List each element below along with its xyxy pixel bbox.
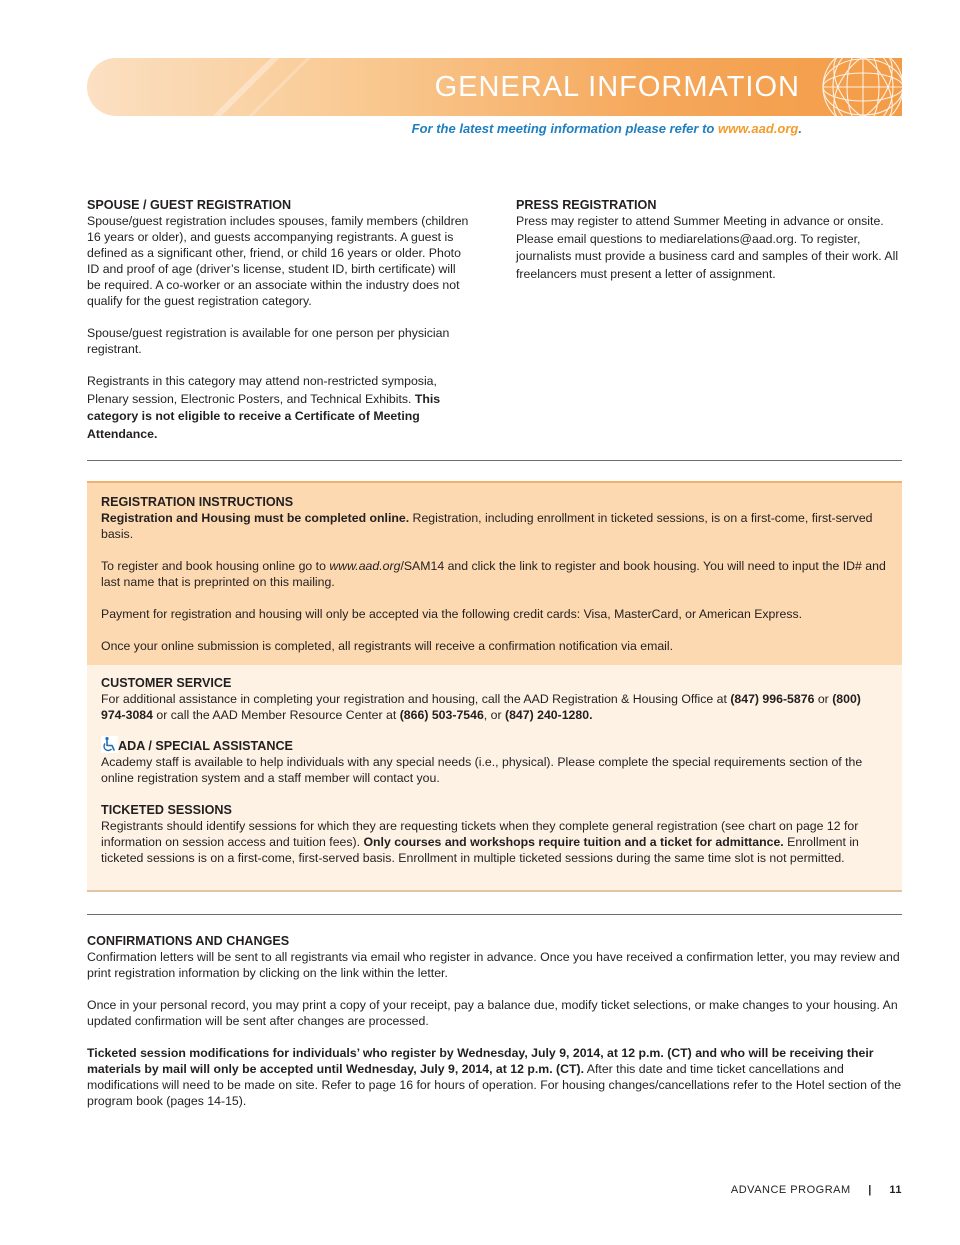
- section-heading: CUSTOMER SERVICE: [101, 676, 232, 690]
- phone-number: (847) 996-5876: [730, 692, 815, 706]
- section-heading: TICKETED SESSIONS: [101, 803, 232, 817]
- paragraph: Once your online submission is completed, all registrants will receive a confirmation notification via email.: [101, 639, 674, 653]
- subtitle: [0, 121, 802, 136]
- bold-text: Ticketed session modifications for individuals’ who register by Wednesday, July 9, 2014, at 12 p.m. (CT) and who will be receiving their materials by mail will only be accepted until Wednesday, July 9, 2014, at 12 p.m. (CT).: [87, 1046, 874, 1076]
- text: or call the AAD Member Resource Center at: [152, 708, 400, 722]
- header-banner: [87, 58, 902, 116]
- spouse-section: [87, 197, 472, 443]
- paragraph: [87, 373, 472, 443]
- text: Registrants in this category may attend non-restricted symposia, Plenary session, Electronic Posters, and Technical Exhibits.: [87, 374, 437, 406]
- text: /SAM14 and click the link to register and book housing. You will need to input the ID# and last name that is preprinted on this mailing.: [101, 559, 886, 589]
- globe-icon: [820, 44, 906, 130]
- paragraph: Once in your personal record, you may print a copy of your receipt, pay a balance due, modify ticket selections, or make changes to your housing. An updated confirmation will be sent after changes are processed.: [87, 998, 898, 1028]
- bold-text: Only courses and workshops require tuition and a ticket for admittance.: [363, 835, 784, 849]
- text: or: [814, 692, 833, 706]
- bold-text: This category is not eligible to receive a Certificate of Meeting Attendance.: [87, 391, 441, 441]
- section-heading: REGISTRATION INSTRUCTIONS: [101, 495, 294, 509]
- section-heading: ADA / SPECIAL ASSISTANCE: [118, 739, 293, 753]
- divider: [87, 914, 902, 915]
- phone-number: (847) 240-1280.: [504, 708, 593, 722]
- page-number: 11: [889, 1184, 902, 1196]
- section-heading: PRESS REGISTRATION: [516, 198, 657, 212]
- paragraph: Spouse/guest registration is available for one person per physician registrant.: [87, 326, 450, 356]
- text: After this date and time ticket cancellations and modifications will need to be made on site. Refer to page 16 for hours of operation. For housing changes/cancellations refer to the Hotel section of the program book (pages 14-15).: [87, 1062, 902, 1108]
- text: For additional assistance in completing your registration and housing, call the AAD Registration & Housing Office at: [101, 692, 731, 706]
- text: Enrollment in ticketed sessions is on a first-come, first-served basis. Enrollment in multiple ticketed sessions during the same time slot is not permitted.: [101, 835, 859, 865]
- paragraph: [101, 558, 886, 590]
- section-heading: CONFIRMATIONS AND CHANGES: [87, 934, 290, 948]
- paragraph: Confirmation letters will be sent to all registrants via email who register in advance. Once you have received a confirmation letter, you may review and print registration information by clicking on the link within the letter.: [87, 950, 900, 980]
- customer-service-box: [87, 665, 902, 892]
- text: Registration, including enrollment in ticketed sessions, is on a first-come, first-served basis.: [101, 511, 873, 541]
- page-title: GENERAL INFORMATION: [434, 71, 800, 103]
- footer-label: ADVANCE PROGRAM: [730, 1184, 851, 1196]
- paragraph: [101, 818, 886, 866]
- ada-heading: [101, 736, 886, 754]
- subtitle-text: For the latest meeting information please refer to: [411, 121, 718, 136]
- paragraph: Academy staff is available to help individuals with any special needs (i.e., physical). Please complete the special requirements section of the online registration system and a staff member will contact you.: [101, 755, 863, 785]
- text: Registrants should identify sessions for which they are requesting tickets when they complete general registration (see chart on page 12 for information on session access and tuition fees).: [101, 819, 859, 849]
- paragraph: Spouse/guest registration includes spouses, family members (children 16 years or older), and guests accompanying registrants. A guest is defined as a significant other, friend, or child 16 years or older. Photo ID and proof of age (driver’s license, student ID, birth certificate) will be required. A co-worker or an associate within the industry does not qualify for the guest registration category.: [87, 214, 469, 308]
- instructions-content: [101, 494, 886, 654]
- divider: [87, 460, 902, 461]
- paragraph: [101, 691, 886, 723]
- paragraph: [87, 1045, 902, 1109]
- text: To register and book housing online go to: [101, 559, 330, 573]
- phone-number: (800) 974-3084: [101, 692, 861, 722]
- paragraph: Payment for registration and housing will only be accepted via the following credit cards: Visa, MasterCard, or American Express.: [101, 607, 803, 621]
- press-section: [516, 197, 904, 283]
- banner-streak: [199, 58, 281, 116]
- wheelchair-icon: [101, 736, 118, 753]
- confirmations-section: [87, 933, 902, 1109]
- page-footer: [0, 1184, 902, 1196]
- text: , or: [483, 708, 505, 722]
- phone-number: (866) 503-7546: [399, 708, 484, 722]
- customer-content: [101, 675, 886, 866]
- paragraph: Press may register to attend Summer Meeting in advance or onsite. Please email questions to mediarelations@aad.org. To register, journalists must provide a business card and samples of their work. All freelancers must present a letter of assignment.: [516, 214, 899, 281]
- footer-separator: |: [868, 1184, 872, 1196]
- section-heading: SPOUSE / GUEST REGISTRATION: [87, 198, 292, 212]
- bold-text: Registration and Housing must be completed online.: [101, 511, 410, 525]
- subtitle-link[interactable]: www.aad.org: [717, 121, 799, 136]
- paragraph: [101, 510, 886, 542]
- link[interactable]: www.aad.org: [329, 559, 401, 573]
- subtitle-end: .: [798, 121, 802, 136]
- registration-instructions-box: [87, 481, 902, 667]
